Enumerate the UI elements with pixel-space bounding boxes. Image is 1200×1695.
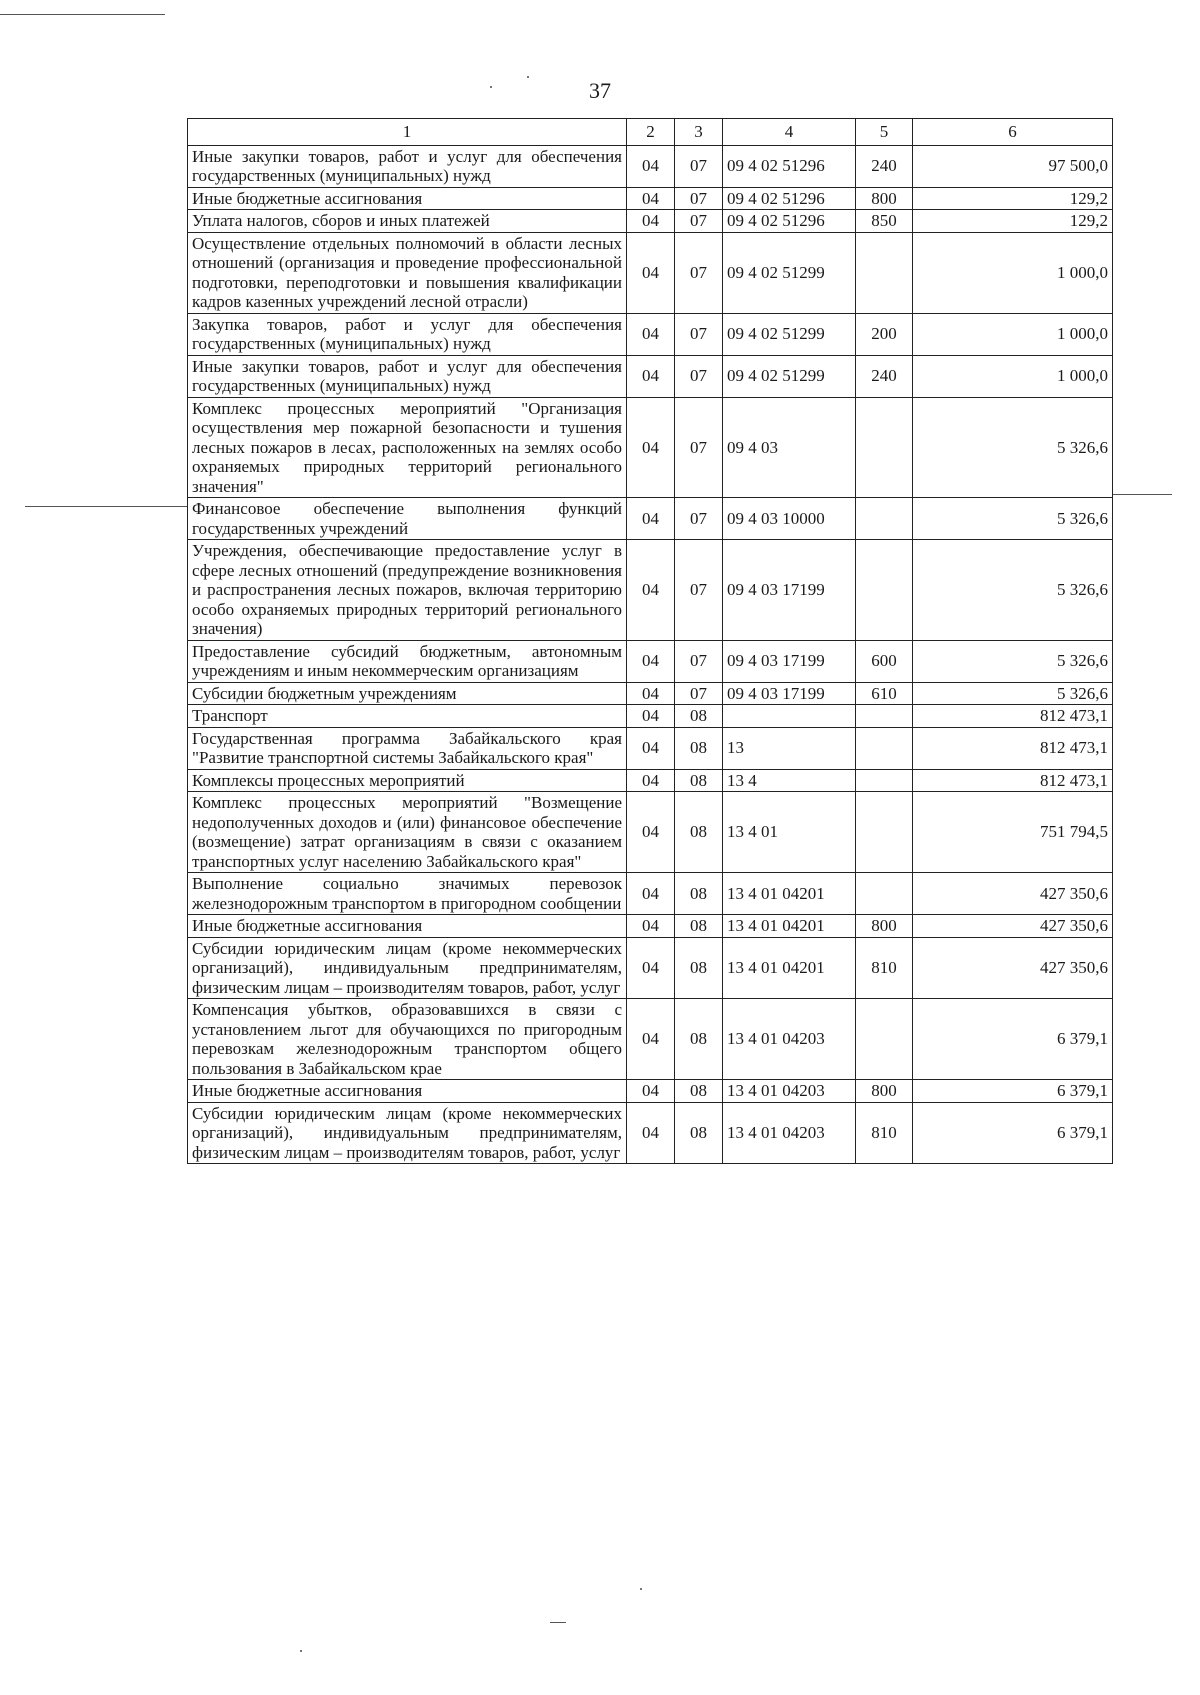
table-body [188,145,1113,1164]
cell-subsection: 08 [675,769,723,792]
cell-subsection: 07 [675,540,723,641]
cell-kvr [856,397,913,498]
cell-section: 04 [627,187,675,210]
cell-section: 04 [627,145,675,187]
cell-section: 04 [627,727,675,769]
cell-name: Комплексы процессных мероприятий [188,769,627,792]
cell-kvr: 800 [856,187,913,210]
scan-artifact-dot [640,1588,642,1590]
cell-name: Финансовое обеспечение выполнения функций государственных учреждений [188,498,627,540]
cell-amount: 97 500,0 [913,145,1113,187]
cell-name: Выполнение социально значимых перевозок железнодорожным транспортом в пригородном сообщении [188,873,627,915]
cell-csr: 13 4 01 04203 [723,1102,856,1164]
cell-kvr: 800 [856,915,913,938]
cell-amount: 5 326,6 [913,540,1113,641]
cell-subsection: 08 [675,1080,723,1103]
cell-name: Уплата налогов, сборов и иных платежей [188,210,627,233]
cell-kvr: 240 [856,145,913,187]
cell-section: 04 [627,540,675,641]
scan-artifact-dot [300,1650,302,1652]
cell-kvr [856,873,913,915]
cell-name: Субсидии юридическим лицам (кроме некоммерческих организаций), индивидуальным предпринимателям, физическим лицам – производителям товаров, работ, услуг [188,937,627,999]
cell-subsection: 08 [675,937,723,999]
cell-section: 04 [627,1102,675,1164]
cell-kvr [856,999,913,1080]
cell-amount: 751 794,5 [913,792,1113,873]
table-row [188,232,1113,313]
cell-kvr: 600 [856,640,913,682]
cell-name: Закупка товаров, работ и услуг для обеспечения государственных (муниципальных) нужд [188,313,627,355]
cell-kvr [856,498,913,540]
table-row [188,640,1113,682]
cell-csr: 09 4 03 17199 [723,640,856,682]
cell-csr: 09 4 02 51299 [723,355,856,397]
cell-amount: 5 326,6 [913,682,1113,705]
cell-subsection: 07 [675,232,723,313]
table-row [188,769,1113,792]
scan-artifact-line [25,506,187,507]
cell-kvr [856,232,913,313]
cell-name: Транспорт [188,705,627,728]
cell-amount: 129,2 [913,187,1113,210]
cell-section: 04 [627,640,675,682]
cell-amount: 5 326,6 [913,498,1113,540]
cell-csr: 09 4 02 51299 [723,313,856,355]
cell-kvr: 850 [856,210,913,233]
table-row [188,915,1113,938]
cell-csr: 09 4 02 51296 [723,187,856,210]
header-cell-amount: 6 [913,119,1113,146]
cell-amount: 6 379,1 [913,999,1113,1080]
table-row [188,355,1113,397]
cell-csr [723,705,856,728]
cell-subsection: 08 [675,915,723,938]
table-row [188,397,1113,498]
cell-kvr: 240 [856,355,913,397]
cell-csr: 13 4 01 04201 [723,873,856,915]
cell-amount: 812 473,1 [913,769,1113,792]
table-row [188,145,1113,187]
cell-section: 04 [627,769,675,792]
cell-section: 04 [627,999,675,1080]
cell-section: 04 [627,232,675,313]
cell-kvr [856,769,913,792]
table-row [188,792,1113,873]
cell-section: 04 [627,397,675,498]
cell-name: Комплекс процессных мероприятий "Возмещение недополученных доходов и (или) финансовое обеспечение (возмещение) затрат организациям в связи с оказанием транспортных услуг населению Забайкальского края" [188,792,627,873]
cell-subsection: 08 [675,999,723,1080]
cell-section: 04 [627,355,675,397]
cell-name: Субсидии бюджетным учреждениям [188,682,627,705]
header-cell-name: 1 [188,119,627,146]
table-row [188,1080,1113,1103]
budget-table [187,118,1113,1164]
cell-csr: 13 [723,727,856,769]
cell-csr: 13 4 [723,769,856,792]
cell-name: Предоставление субсидий бюджетным, автономным учреждениям и иным некоммерческим организациям [188,640,627,682]
table-row [188,682,1113,705]
cell-section: 04 [627,1080,675,1103]
header-cell-kvr: 5 [856,119,913,146]
cell-csr: 09 4 02 51296 [723,145,856,187]
page-number: 37 [589,78,611,103]
cell-subsection: 07 [675,397,723,498]
cell-amount: 1 000,0 [913,313,1113,355]
cell-csr: 09 4 02 51296 [723,210,856,233]
cell-subsection: 07 [675,210,723,233]
cell-kvr: 800 [856,1080,913,1103]
cell-amount: 1 000,0 [913,355,1113,397]
cell-name: Комплекс процессных мероприятий "Организация осуществления мер пожарной безопасности и тушения лесных пожаров в лесах, расположенных на землях особо охраняемых природных территорий регионального значения" [188,397,627,498]
cell-subsection: 08 [675,705,723,728]
cell-amount: 812 473,1 [913,705,1113,728]
cell-subsection: 08 [675,873,723,915]
cell-section: 04 [627,498,675,540]
cell-amount: 427 350,6 [913,873,1113,915]
header-cell-subsection: 3 [675,119,723,146]
cell-subsection: 07 [675,682,723,705]
table-row [188,1102,1113,1164]
table-row [188,498,1113,540]
cell-amount: 427 350,6 [913,915,1113,938]
cell-amount: 6 379,1 [913,1080,1113,1103]
cell-subsection: 07 [675,640,723,682]
cell-amount: 812 473,1 [913,727,1113,769]
cell-name: Осуществление отдельных полномочий в области лесных отношений (организация и проведение профессиональной подготовки, переподготовки и повышения квалификации кадров казенных учреждений лесной отрасли) [188,232,627,313]
cell-amount: 129,2 [913,210,1113,233]
cell-subsection: 07 [675,355,723,397]
cell-amount: 1 000,0 [913,232,1113,313]
cell-subsection: 08 [675,1102,723,1164]
cell-name: Иные бюджетные ассигнования [188,187,627,210]
cell-kvr [856,540,913,641]
cell-csr: 09 4 03 17199 [723,540,856,641]
cell-name: Учреждения, обеспечивающие предоставление услуг в сфере лесных отношений (предупреждение возникновения и распространения лесных пожаров, включая территорию особо охраняемых природных территорий регионального значения) [188,540,627,641]
cell-kvr: 610 [856,682,913,705]
cell-section: 04 [627,873,675,915]
cell-subsection: 07 [675,498,723,540]
cell-name: Иные бюджетные ассигнования [188,1080,627,1103]
table-row [188,705,1113,728]
cell-amount: 5 326,6 [913,397,1113,498]
cell-section: 04 [627,313,675,355]
cell-subsection: 07 [675,313,723,355]
cell-kvr [856,727,913,769]
cell-section: 04 [627,682,675,705]
table-row [188,210,1113,233]
cell-name: Государственная программа Забайкальского края "Развитие транспортной системы Забайкальского края" [188,727,627,769]
cell-name: Компенсация убытков, образовавшихся в связи с установлением льгот для обучающихся по пригородным перевозкам железнодорожным транспортом общего пользования в Забайкальском крае [188,999,627,1080]
cell-subsection: 08 [675,792,723,873]
cell-csr: 13 4 01 04201 [723,915,856,938]
cell-section: 04 [627,937,675,999]
scan-artifact-line [550,1622,566,1623]
cell-amount: 5 326,6 [913,640,1113,682]
scan-artifact-line [0,14,165,15]
table-row [188,313,1113,355]
header-cell-csr: 4 [723,119,856,146]
cell-csr: 13 4 01 04203 [723,1080,856,1103]
cell-subsection: 08 [675,727,723,769]
cell-kvr: 810 [856,1102,913,1164]
table-row [188,187,1113,210]
cell-name: Субсидии юридическим лицам (кроме некоммерческих организаций), индивидуальным предпринимателям, физическим лицам – производителям товаров, работ, услуг [188,1102,627,1164]
cell-subsection: 07 [675,145,723,187]
cell-amount: 6 379,1 [913,1102,1113,1164]
cell-kvr [856,792,913,873]
cell-name: Иные закупки товаров, работ и услуг для обеспечения государственных (муниципальных) нужд [188,355,627,397]
table-row [188,873,1113,915]
cell-name: Иные бюджетные ассигнования [188,915,627,938]
header-cell-section: 2 [627,119,675,146]
cell-csr: 09 4 03 [723,397,856,498]
cell-name: Иные закупки товаров, работ и услуг для обеспечения государственных (муниципальных) нужд [188,145,627,187]
cell-csr: 13 4 01 04201 [723,937,856,999]
cell-section: 04 [627,915,675,938]
table-row [188,999,1113,1080]
cell-csr: 09 4 02 51299 [723,232,856,313]
table-row [188,540,1113,641]
cell-amount: 427 350,6 [913,937,1113,999]
cell-kvr: 200 [856,313,913,355]
table-row [188,727,1113,769]
cell-csr: 13 4 01 [723,792,856,873]
table-header-row [188,119,1113,146]
cell-section: 04 [627,210,675,233]
cell-section: 04 [627,705,675,728]
scan-artifact-line [1112,494,1172,495]
cell-section: 04 [627,792,675,873]
cell-csr: 13 4 01 04203 [723,999,856,1080]
cell-kvr: 810 [856,937,913,999]
cell-kvr [856,705,913,728]
cell-csr: 09 4 03 17199 [723,682,856,705]
table-row [188,937,1113,999]
cell-subsection: 07 [675,187,723,210]
cell-csr: 09 4 03 10000 [723,498,856,540]
